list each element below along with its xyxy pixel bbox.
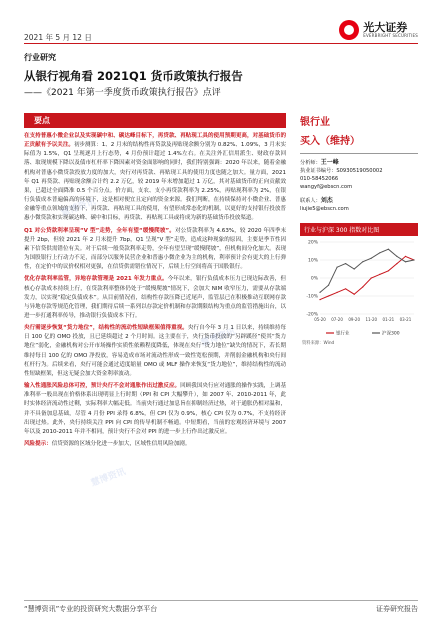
data-point <box>319 292 320 293</box>
report-date: 2021 年 5 月 12 日 <box>24 33 92 42</box>
risk-label: 风险提示： <box>24 441 52 447</box>
data-point <box>328 285 329 286</box>
industry-name: 银行业 <box>300 117 330 128</box>
x-tick-label: 11-20 <box>365 317 378 322</box>
data-point <box>379 274 380 275</box>
analyst-label: 分析师： <box>300 160 321 166</box>
footer-source: “慧博资讯”专业的投资研究大数据分享平台 <box>24 605 158 613</box>
chart-source: 资料来源：Wind <box>302 341 335 346</box>
x-tick-label: 01-21 <box>382 317 395 322</box>
data-point <box>319 299 320 300</box>
p2-highlight: Q1 对公贷款利率呈现“V 型”走势，全年有望“缓慢爬坡”。 <box>24 227 175 234</box>
x-tick-label: 07-20 <box>331 317 343 322</box>
p1-highlight: 在支持普惠小微企业以及实现碳中和、碳达峰目标下，再贷款、再贴现工具的使用预期更高，对基础货币的正贡献有予以关注。 <box>24 133 286 149</box>
contact-label: 联系人： <box>300 198 321 204</box>
analyst-name: 王一峰 <box>320 159 339 166</box>
watermark: 慧博资讯 <box>59 197 98 219</box>
p3-text: 今年以来，银行负债成本压力已现边际改善，但核心存款成本持续上行，在贷款利率整体仍处于“缓慢爬坡”情况下，会加大 NIM 收窄压力，需要从存款端发力，以实现“稳定负债成本”。从目前情况看，结构性存款压降已近尾声，监管层已在积极推动互联网存款与异地存款等规范化管理，我们期待后续一系列以存款定价机制和存款期限结构为重点的监管措施出台，以进一步打通利率传导，推动银行负债成本下行。 <box>24 276 286 319</box>
watermark: 慧博资讯 <box>199 327 238 349</box>
p4-text: 央行自今年 3 月 1 日以来，持续维持每日 100 亿的 OMO 投放，且已延续超过 2 个月时间。这主要在于，央行货币投放的“另辟蹊径”使其“货力地位”弱化，金融机构对公开市场操作实质性依赖程度降低，体现在央行“货力地位”缺失的情况下，若长期维持每日 100 亿的 OMO 净投放，容易造成市场对流动性形成一致性宽松预期，并削弱金融机构和央行间杠杆行为。后续来看，央行可能会通过适度缩量 OMO 或 MLF 操作来恢复“货力地位”，维持结构性的流动性短缺框架，但这无疑会加大资金利率波动。 <box>24 325 286 377</box>
data-point <box>354 268 355 269</box>
contact-name: 刘杰 <box>320 197 333 204</box>
brand-icon <box>339 20 359 40</box>
footer-type: 证券研究报告 <box>376 605 418 613</box>
x-tick-label: 05-20 <box>314 317 326 322</box>
data-point <box>405 256 406 257</box>
logo <box>339 20 418 40</box>
data-point <box>413 259 414 260</box>
report-subtitle: ——《2021 年第一季度货币政策执行报告》点评 <box>24 88 221 98</box>
p5-highlight: 输入性通胀风险总体可控，预计央行不会对通胀作出过激反应。 <box>24 383 181 390</box>
section-bar <box>24 113 286 128</box>
paragraph-4 <box>24 324 286 379</box>
data-point <box>336 292 337 293</box>
data-point <box>362 286 363 287</box>
paragraph-2 <box>24 227 286 273</box>
x-tick-label: 03-21 <box>399 317 412 322</box>
data-point <box>328 295 329 296</box>
data-point <box>371 277 372 278</box>
data-point <box>388 270 389 271</box>
logo-cn: 光大证券 <box>363 21 408 34</box>
risk-note <box>24 440 286 449</box>
chart-svg <box>300 236 418 346</box>
contact-email[interactable]: liujie5@ebscn.com <box>300 206 349 212</box>
y-tick-label: 20% <box>307 240 318 246</box>
report-category: 行业研究 <box>24 53 56 62</box>
analyst-license: 执业证书编号：S0930519050002 <box>300 168 383 174</box>
sidebar-divider <box>300 153 418 154</box>
p5-text: 回顾我国央行应对通胀的操作实践，上调基准利率一般出现在价格体系出现明显上行时期（PPI 和 CPI 大幅攀升），如 2007 年、2010-2011 年，此时实体经济流动性过剩，实际利率大幅走低。当前央行通过加息旨在抑制经济过热，对于通胀仍相对温和，并不具备加息基础，尽管 4 月份 PPI 录得 6.8%，但 CPI 仅为 0.9%，核心 CPI 仅为 0.7%，不支持经济出现过热。此外，央行持续关注 PPI 向 CPI 的传导机制不畅通。中短期看，当前的宏观经济环境与 2007 年以及 2010-2011 年并不相同，预计央行不会对 PPI 的进一步上行作出过激反应。 <box>24 383 286 435</box>
data-point <box>362 261 363 262</box>
p1-text: 初步测算：1、2 月末的结构性再贷款及再贴现余额分别为 0.82%、1.09%，3 月末实际值为 1.5%，Q1 呈现逐月上行态势，4 月份预计超过 1.4%左右。在关注外汇信用派生、财政存款回落、取现规模下降以及债市杠杆率下降因素对资金面影响的同时，我们特别强调：2020 年以来，随着金融机构对普惠小微贷款投放力度的加大，央行对再贷款、再贴现工具的使用力度也随之加大。量方面，2021 年 Q1 再贷款、再贴现余额合计约 2.2 万亿，较 2019 年末增加超过 1 万亿，其对基础货币的正向贡献效果，已超过全面降准 0.5 个百分点。价方面，支农、支小再贷款利率为 2.25%，再贴现利率为 2%，在银行负债成本普遍偏高的环境下，这是相对便宜且定向的资金来源。我们判断，在持续保持对小微企业、普惠金融等重点领域的支持下，再贷款、再贴现工具的使用，有望形成常态化的机制，以更好的支持银行投放普惠小微贷款和实现碳达峰、碳中和目标，再贷款、再贴现工具或将成为新的基础货币投放渠道。 <box>24 142 286 222</box>
data-point <box>345 288 346 289</box>
analyst-email[interactable]: wangyf@ebscn.com <box>300 184 353 190</box>
paragraph-5 <box>24 382 286 437</box>
analyst-phone: 010-58452066 <box>300 176 339 182</box>
data-point <box>371 258 372 259</box>
y-tick-label: -10% <box>306 294 318 300</box>
comparison-chart <box>300 236 418 346</box>
data-point <box>405 261 406 262</box>
data-point <box>336 267 337 268</box>
analyst-info <box>300 159 418 213</box>
paragraph-3 <box>24 275 286 321</box>
data-point <box>354 294 355 295</box>
risk-text: 信贷资源的区域分化进一步加大，区域性信用风险加剧。 <box>51 441 191 447</box>
y-tick-label: 0% <box>310 276 318 282</box>
main-text <box>24 132 286 598</box>
x-tick-label: 09-20 <box>348 317 360 322</box>
y-tick-label: -20% <box>306 312 318 318</box>
chart-title: 行业与沪深 300 指数对比图 <box>300 223 418 236</box>
data-point <box>396 263 397 264</box>
header-divider <box>24 43 418 44</box>
p4-highlight: 央行需逐步恢复“货力地位”，结构性的流动性短缺框架值得重视。 <box>24 325 188 332</box>
legend-label: 银行业 <box>336 331 350 337</box>
rating: 买入（维持） <box>300 136 360 147</box>
series-line <box>320 249 414 292</box>
p3-highlight: 优化存款利率监管，异地存款管理是 2021 年发力重点。 <box>24 276 168 283</box>
data-point <box>388 249 389 250</box>
logo-en: EVERBRIGHT SECURITIES <box>363 33 418 38</box>
data-point <box>396 256 397 257</box>
p2-text: 对公贷款利率为 4.63%，较 2020 年四季末提升 2bp，但较 2021 年 2 月末提升 7bp，Q1 呈现“V 型”走势，造成这种现象的原因，主要是季节性因素下信贷供需错位有关。对于后续一般贷款利率走势，全年有望呈现“缓慢爬坡”，但机构间分化加大。表现为国股银行上行动力不足，而部分以服务民营企业和普惠小微企业为主的机构，利率预计会有更大的上行弹性，在定价中的议价权相对更强，在信贷供需错位情况下，后续上行空间将高于国股银行。 <box>24 227 286 271</box>
section-label: 要点 <box>34 116 50 125</box>
data-point <box>345 263 346 264</box>
watermark: 慧博资讯 <box>89 467 128 489</box>
report-title: 从银行视角看 2021Q1 货币政策执行报告 <box>24 69 243 83</box>
y-tick-label: 10% <box>307 258 318 264</box>
legend-label: 沪深300 <box>382 331 400 337</box>
sidebar <box>300 113 418 346</box>
data-point <box>379 252 380 253</box>
footer-divider <box>24 600 418 601</box>
